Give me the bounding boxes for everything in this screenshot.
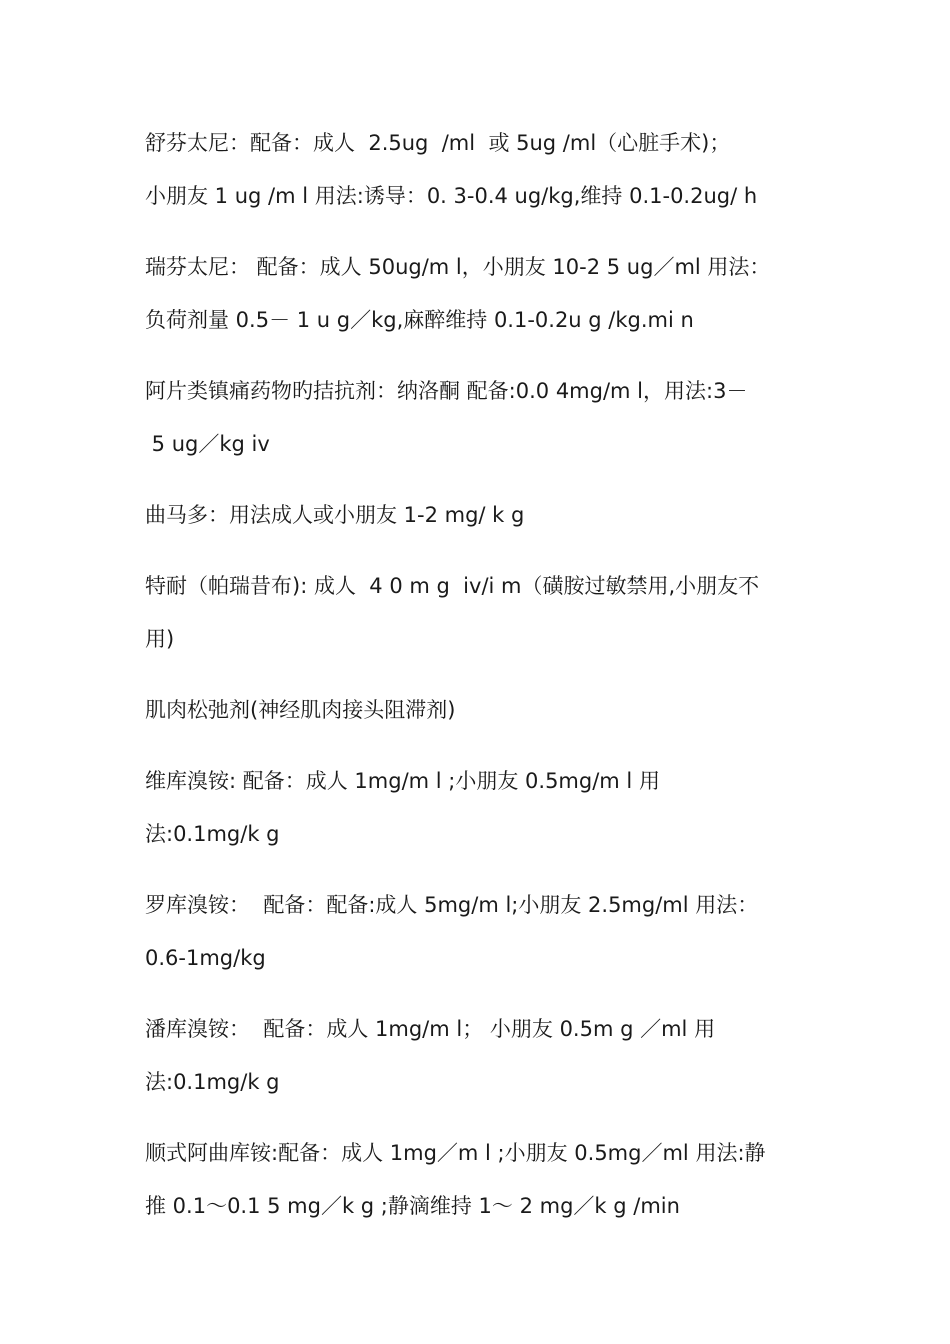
paragraph bbox=[145, 879, 815, 985]
text-line: 小朋友 1 ug /m l 用法:诱导：0. 3-0.4 ug/kg,维持 0.1-0.2ug/ h bbox=[145, 184, 758, 208]
text-line: 潘库溴铵： 配备：成人 1mg/m l； 小朋友 0.5m g ／ml 用 bbox=[145, 1017, 716, 1041]
text-line: 法:0.1mg/k g bbox=[145, 822, 280, 846]
text-line: 推 0.1～0.1 5 mg／k g ;静滴维持 1～ 2 mg／k g /min bbox=[145, 1194, 680, 1218]
paragraph bbox=[145, 241, 815, 347]
text-line: 法:0.1mg/k g bbox=[145, 1070, 280, 1094]
text-line: 顺式阿曲库铵:配备：成人 1mg／m l ;小朋友 0.5mg／ml 用法:静 bbox=[145, 1141, 766, 1165]
text-line: 阿片类镇痛药物旳拮抗剂：纳洛酮 配备:0.0 4mg/m l，用法:3－ bbox=[145, 379, 748, 403]
text-line: 维库溴铵: 配备：成人 1mg/m l ;小朋友 0.5mg/m l 用 bbox=[145, 769, 660, 793]
paragraph bbox=[145, 755, 815, 861]
document-body bbox=[145, 117, 815, 1251]
text-line: 瑞芬太尼： 配备：成人 50ug/m l，小朋友 10-2 5 ug／ml 用法： bbox=[145, 255, 771, 279]
text-line: 用) bbox=[145, 627, 175, 651]
text-line: 舒芬太尼：配备：成人 2.5ug /ml 或 5ug /ml（心脏手术)； bbox=[145, 131, 731, 155]
text-line: 0.6-1mg/kg bbox=[145, 946, 266, 970]
text-line: 罗库溴铵： 配备：配备:成人 5mg/m l;小朋友 2.5mg/ml 用法： bbox=[145, 893, 759, 917]
paragraph bbox=[145, 1127, 815, 1233]
paragraph bbox=[145, 489, 815, 542]
text-line: 曲马多：用法成人或小朋友 1-2 mg/ k g bbox=[145, 503, 525, 527]
text-line: 负荷剂量 0.5－ 1 u g／kg,麻醉维持 0.1-0.2u g /kg.mi n bbox=[145, 308, 694, 332]
paragraph bbox=[145, 560, 815, 666]
paragraph bbox=[145, 1003, 815, 1109]
paragraph bbox=[145, 684, 815, 737]
text-line: 特耐（帕瑞昔布): 成人 4 0 m g iv/i m（磺胺过敏禁用,小朋友不 bbox=[145, 574, 760, 598]
paragraph bbox=[145, 117, 815, 223]
text-line: 肌肉松弛剂(神经肌肉接头阻滞剂) bbox=[145, 698, 456, 722]
text-line: 5 ug／kg iv bbox=[145, 432, 270, 456]
paragraph bbox=[145, 365, 815, 471]
